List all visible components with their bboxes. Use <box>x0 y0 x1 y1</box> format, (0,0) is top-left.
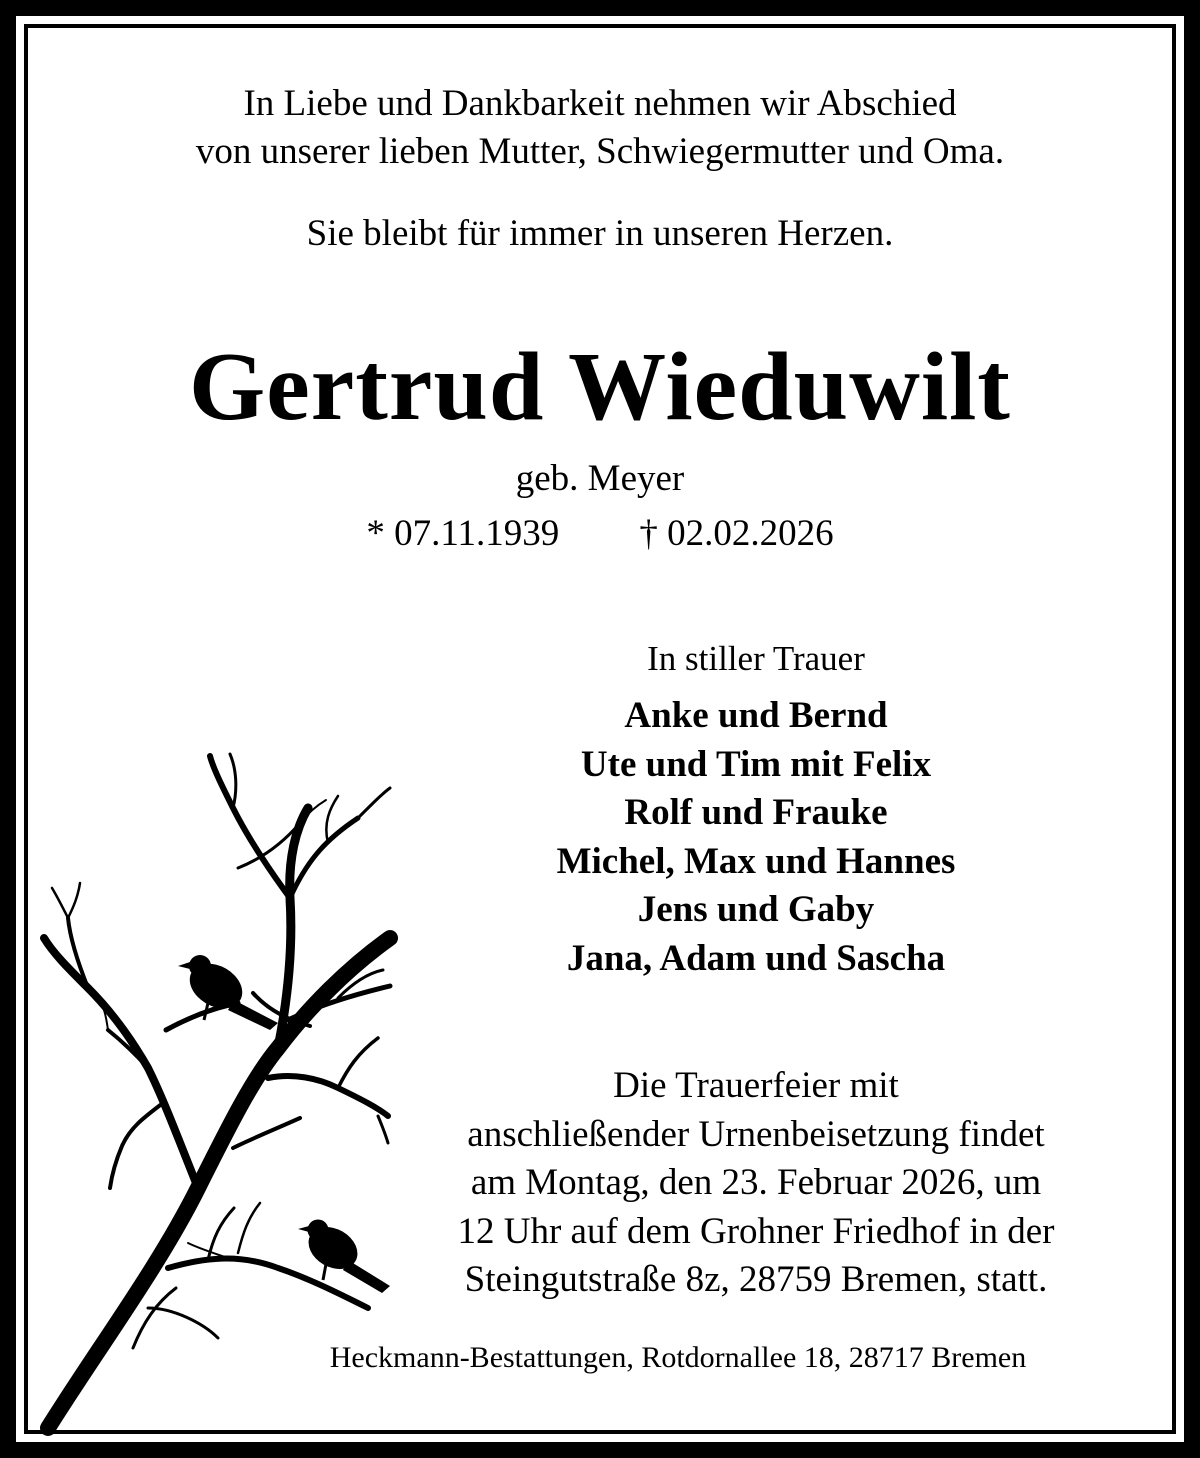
intro-text <box>0 80 1200 176</box>
mourner-entry: Michel, Max und Hannes <box>556 840 956 882</box>
life-dates <box>0 510 1200 558</box>
mourner-entry: Jens und Gaby <box>637 889 875 930</box>
service-info <box>406 1062 1106 1305</box>
mourning-intro: In stiller Trauer <box>647 639 865 678</box>
service-line: 12 Uhr auf dem Grohner Friedhof in der <box>457 1210 1055 1252</box>
service-line: Steingutstraße 8z, 28759 Bremen, statt. <box>464 1259 1048 1301</box>
maiden-name: geb. Meyer <box>515 458 685 499</box>
mourner-entry: Rolf und Frauke <box>624 792 888 833</box>
service-line: Die Trauerfeier mit <box>613 1065 899 1106</box>
deceased-name: Gertrud Wieduwilt <box>189 333 1011 441</box>
service-line: am Montag, den 23. Februar 2026, um <box>470 1162 1042 1204</box>
intro-line-2: von unserer lieben Mutter, Schwiegermutter und Oma. <box>195 131 1005 172</box>
death-date: † 02.02.2026 <box>639 513 834 554</box>
tree-with-birds-silhouette-icon <box>38 748 398 1438</box>
undertaker-info: Heckmann-Bestattungen, Rotdornallee 18, 28717 Bremen <box>329 1341 1027 1374</box>
mourner-entry: Anke und Bernd <box>624 695 888 736</box>
intro-line-1: In Liebe und Dankbarkeit nehmen wir Abschied <box>243 83 957 124</box>
mourner-entry: Ute und Tim mit Felix <box>580 743 932 785</box>
service-line: anschließender Urnenbeisetzung findet <box>467 1113 1045 1155</box>
mourner-entry: Jana, Adam und Sascha <box>566 937 946 979</box>
motto: Sie bleibt für immer in unseren Herzen. <box>306 213 894 254</box>
birth-date: * 07.11.1939 <box>366 513 560 554</box>
mourners-list <box>406 692 1106 983</box>
